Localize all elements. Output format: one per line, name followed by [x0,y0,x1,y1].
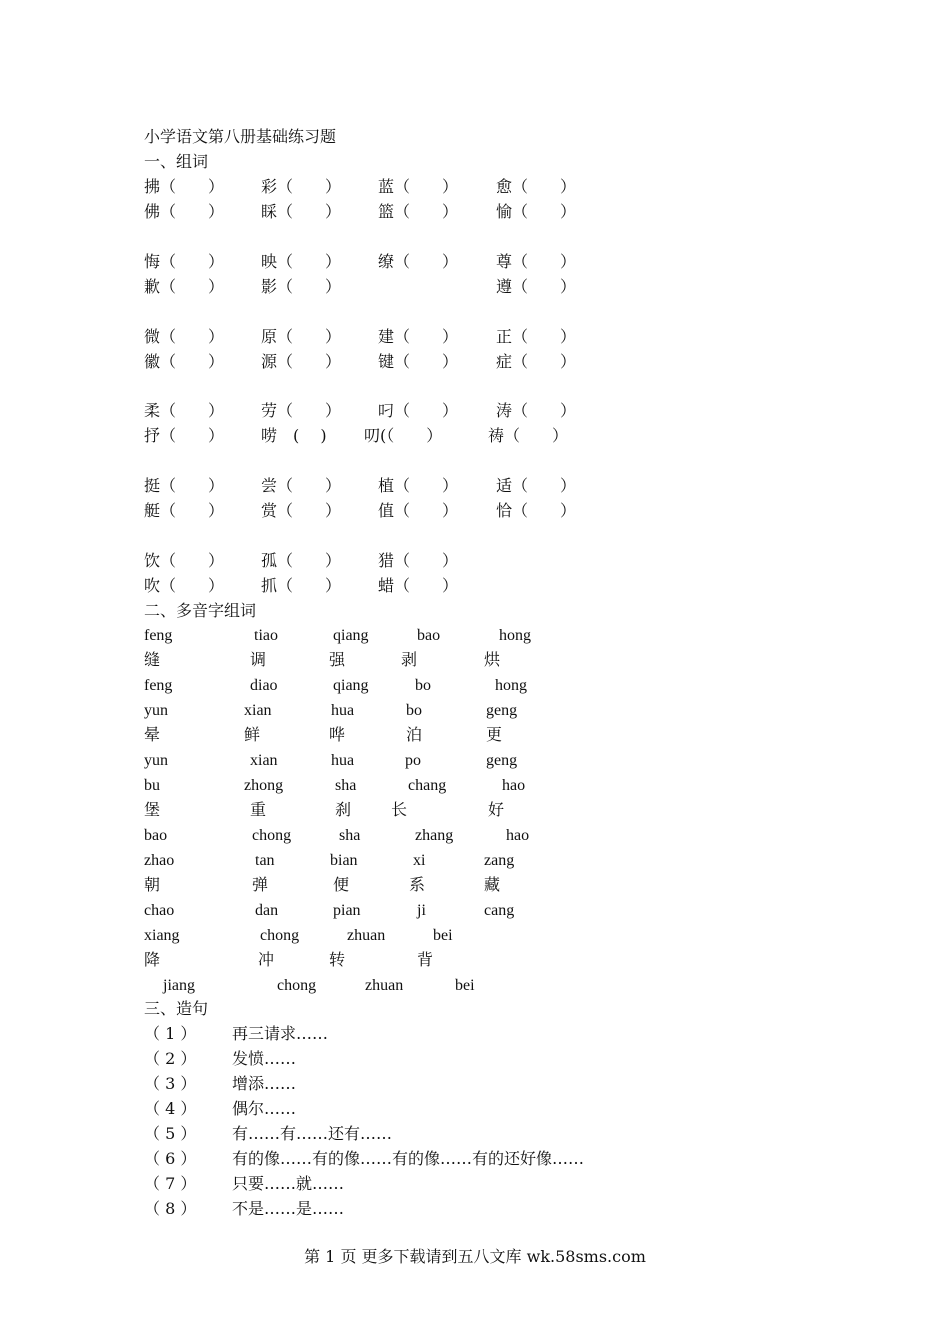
polyphone-cell: bo [415,677,431,694]
polyphone-cell: zhong [244,777,284,794]
polyphone-cell: 晕 [144,727,161,744]
polyphone-cell: geng [486,752,518,769]
page-title-text: 小学语文第八册基础练习题 [144,127,337,146]
polyphone-cell: xi [413,852,426,869]
polyphone-cell: bao [144,827,168,844]
polyphone-cell: 堡 [144,802,161,819]
word-group-cell: 柔（ ） [144,401,225,420]
polyphone-cell: xian [250,752,278,769]
word-group-cell: 篮（ ） [378,202,459,221]
word-group-cell: 原（ ） [261,327,342,346]
word-group-cell: 徽（ ） [144,352,225,371]
sentence-item-prompt: 有……有……还有…… [232,1124,393,1143]
polyphone-cell: 长 [391,802,408,819]
polyphone-cell: hong [495,677,527,694]
word-group-cell: 叨(（ ） [364,426,443,445]
word-group-cell: 拂（ ） [144,177,225,196]
polyphone-cell: hua [331,702,355,719]
polyphone-cell: chong [277,977,317,994]
word-group-cell: 劳（ ） [261,401,342,420]
polyphone-cell: pian [333,902,361,919]
word-group-cell: 建（ ） [378,327,459,346]
polyphone-cell: 藏 [484,877,501,894]
polyphone-cell: 朝 [144,877,161,894]
polyphone-cell: bei [455,977,475,994]
sentence-item-number: （ 2 ） [144,1049,197,1068]
word-group-cell: 吹（ ） [144,576,225,595]
polyphone-cell: 剥 [401,652,418,669]
word-group-cell: 孤（ ） [261,551,342,570]
polyphone-cell: bao [417,627,441,644]
word-group-cell: 佛（ ） [144,202,225,221]
word-group-cell: 映（ ） [261,252,342,271]
polyphone-cell: 好 [488,802,505,819]
word-group-cell: 影（ ） [261,277,342,296]
word-group-cell: 尊（ ） [496,252,577,271]
polyphone-cell: hao [506,827,530,844]
polyphone-cell: hua [331,752,355,769]
word-group-cell: 叼（ ） [378,401,459,420]
polyphone-cell: jiang [163,977,195,994]
sentence-item-number: （ 1 ） [144,1024,197,1043]
polyphone-cell: bei [433,927,453,944]
polyphone-cell: 背 [417,952,434,969]
polyphone-cell: zhao [144,852,175,869]
sentence-item-number: （ 7 ） [144,1174,197,1193]
word-group-cell: 彩（ ） [261,177,342,196]
polyphone-cell: tiao [254,627,278,644]
polyphone-cell: 弹 [252,877,269,894]
word-group-cell: 遵（ ） [496,277,577,296]
polyphone-cell: 降 [144,952,161,969]
polyphone-cell: chao [144,902,175,919]
word-group-cell: 艇（ ） [144,501,225,520]
polyphone-cell: bu [144,777,160,794]
polyphone-cell: diao [250,677,278,694]
word-group-cell: 微（ ） [144,327,225,346]
polyphone-cell: tan [255,852,275,869]
page-footer: 第 1 页 更多下载请到五八文库 wk.58sms.com [304,1247,646,1266]
polyphone-cell: sha [339,827,361,844]
word-group-cell: 睬（ ） [261,202,342,221]
polyphone-cell: feng [144,677,173,694]
polyphone-cell: 系 [409,877,426,894]
polyphone-cell: 转 [329,952,346,969]
word-group-cell: 挺（ ） [144,476,225,495]
sentence-item-number: （ 5 ） [144,1124,197,1143]
sentence-item-prompt: 偶尔…… [232,1099,297,1118]
polyphone-cell: geng [486,702,518,719]
polyphone-cell: cang [484,902,515,919]
sentence-item-prompt: 增添…… [232,1074,297,1093]
polyphone-cell: zang [484,852,515,869]
sentence-item-number: （ 8 ） [144,1199,197,1218]
polyphone-cell: feng [144,627,173,644]
word-group-cell: 饮（ ） [144,551,225,570]
word-group-cell: 蜡（ ） [378,576,459,595]
polyphone-cell: xian [244,702,272,719]
polyphone-cell: 泊 [406,727,423,744]
section-heading-text: 三、造句 [144,999,209,1018]
word-group-cell: 赏（ ） [261,501,342,520]
sentence-item-prompt: 发愤…… [232,1049,297,1068]
word-group-cell: 涛（ ） [496,401,577,420]
sentence-item-number: （ 3 ） [144,1074,197,1093]
sentence-item-prompt: 有的像……有的像……有的像……有的还好像…… [232,1149,585,1168]
word-group-cell: 源（ ） [261,352,342,371]
word-group-cell: 猎（ ） [378,551,459,570]
polyphone-cell: qiang [333,677,369,694]
word-group-cell: 适（ ） [496,476,577,495]
word-group-cell: 歉（ ） [144,277,225,296]
section-heading-text: 一、组词 [144,152,209,171]
polyphone-cell: 重 [250,802,267,819]
polyphone-cell: bian [330,852,358,869]
word-group-cell: 正（ ） [496,327,577,346]
polyphone-cell: 鲜 [244,727,261,744]
polyphone-cell: 烘 [484,652,501,669]
polyphone-cell: dan [255,902,279,919]
polyphone-cell: hong [499,627,531,644]
polyphone-cell: 调 [250,652,267,669]
word-group-cell: 键（ ） [378,352,459,371]
word-group-cell: 蓝（ ） [378,177,459,196]
word-group-cell: 愉（ ） [496,202,577,221]
polyphone-cell: chong [260,927,300,944]
polyphone-cell: yun [144,702,168,719]
sentence-item-number: （ 6 ） [144,1149,197,1168]
word-group-cell: 抓（ ） [261,576,342,595]
polyphone-cell: bo [406,702,422,719]
sentence-item-number: （ 4 ） [144,1099,197,1118]
polyphone-cell: 哗 [329,727,346,744]
section-heading-text: 二、多音字组词 [144,601,257,620]
word-group-cell: 唠 ( ) [261,426,327,445]
polyphone-cell: zhuan [347,927,386,944]
polyphone-cell: zhuan [365,977,404,994]
polyphone-cell: yun [144,752,168,769]
word-group-cell: 植（ ） [378,476,459,495]
sentence-item-prompt: 只要……就…… [232,1174,345,1193]
polyphone-cell: 更 [486,727,503,744]
word-group-cell: 症（ ） [496,352,577,371]
polyphone-cell: chang [408,777,447,794]
word-group-cell: 抒（ ） [144,426,225,445]
sentence-item-prompt: 再三请求…… [232,1024,329,1043]
word-group-cell: 尝（ ） [261,476,342,495]
word-group-cell: 缭（ ） [378,252,459,271]
polyphone-cell: xiang [144,927,180,944]
polyphone-cell: 便 [333,877,350,894]
word-group-cell: 祷（ ） [488,426,569,445]
polyphone-cell: ji [417,902,426,919]
polyphone-cell: 缝 [144,652,161,669]
polyphone-cell: 刹 [335,802,352,819]
polyphone-cell: qiang [333,627,369,644]
polyphone-cell: hao [502,777,526,794]
word-group-cell: 值（ ） [378,501,459,520]
polyphone-cell: sha [335,777,357,794]
polyphone-cell: 冲 [258,952,275,969]
polyphone-cell: 强 [329,652,346,669]
word-group-cell: 悔（ ） [144,252,225,271]
polyphone-cell: chong [252,827,292,844]
word-group-cell: 愈（ ） [496,177,577,196]
polyphone-cell: zhang [415,827,454,844]
sentence-item-prompt: 不是……是…… [232,1199,345,1218]
word-group-cell: 恰（ ） [496,501,577,520]
polyphone-cell: po [405,752,421,769]
